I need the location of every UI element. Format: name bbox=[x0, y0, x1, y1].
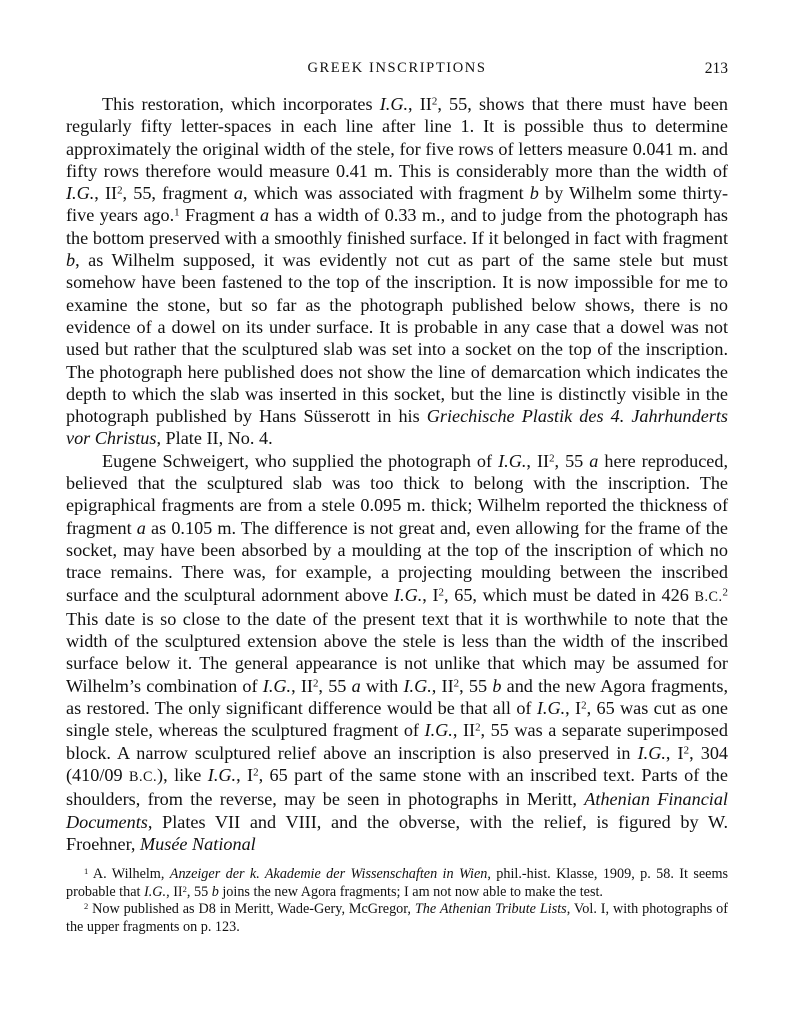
text-run: , 65, which must be dated in 426 bbox=[444, 584, 695, 605]
italic-text: I.G. bbox=[498, 450, 527, 471]
italic-text: I.G. bbox=[393, 584, 423, 605]
text-run: This restoration, which incorporates bbox=[102, 94, 380, 114]
text-run: , II bbox=[431, 675, 454, 696]
text-run: , Vol. I, with photographs of the upper fragments on p. 123. bbox=[66, 901, 728, 935]
text-run: , 304 (410/09 bbox=[66, 742, 729, 785]
italic-text: I.G. bbox=[403, 675, 432, 696]
italic-text: a bbox=[136, 517, 146, 538]
text-run: , I bbox=[565, 698, 582, 719]
italic-text: b bbox=[492, 675, 502, 696]
italic-text: a bbox=[260, 205, 270, 226]
italic-text: Musée National bbox=[140, 833, 256, 854]
footnote-marker: 2 bbox=[549, 452, 555, 465]
footnote-marker: 2 bbox=[683, 744, 690, 757]
italic-text: Griechische Plastik des 4. Jahrhunderts vor Christus bbox=[66, 406, 728, 449]
text-run: , 55 was a separate superimposed block. A narrow sculptured relief above an inscription is also preserved in bbox=[66, 720, 728, 763]
footnote-marker: 2 bbox=[182, 883, 187, 894]
text-run: Now published as D8 in Meritt, Wade-Gery, McGregor, bbox=[88, 901, 415, 918]
text-run: , 55 bbox=[318, 675, 352, 696]
text-run: , 55, fragment bbox=[122, 183, 234, 204]
italic-text: I.G. bbox=[144, 883, 167, 900]
footnote-marker: 2 bbox=[475, 721, 481, 734]
italic-text: I.G. bbox=[424, 720, 453, 741]
text-run: , 65 was cut as one single stele, whereas the sculptured fragment of bbox=[66, 698, 729, 741]
text-run: here reproduced, believed that the sculptured slab was too thick to belong with the inscription. The epigraphical fragments are from a stele 0.095 m. thick; Wilhelm reported the thickness of fragment bbox=[66, 450, 729, 538]
text-run: , 55 bbox=[459, 675, 493, 696]
italic-text: I.G. bbox=[379, 94, 409, 114]
paragraph bbox=[66, 93, 728, 450]
text-run: , 55 bbox=[554, 450, 590, 471]
text-run: , I bbox=[665, 742, 684, 763]
italic-text: a bbox=[233, 183, 243, 204]
text-run: , I bbox=[236, 764, 254, 785]
paragraph bbox=[66, 450, 728, 855]
text-run: A. Wilhelm, bbox=[88, 866, 170, 882]
footnote-marker: 2 bbox=[117, 184, 123, 197]
italic-text: a bbox=[589, 450, 599, 471]
text-run: has a width of 0.33 m., and to judge from the photograph has the bottom preserved with a smoothly finished surface. If it belonged in fact with fragment bbox=[66, 205, 728, 248]
italic-text: The Athenian Tribute Lists bbox=[414, 901, 567, 918]
text-run: with bbox=[360, 675, 404, 696]
text-run: , II bbox=[94, 183, 118, 204]
footnote-marker: 1 bbox=[84, 865, 89, 876]
italic-text: Athenian Financial Documents bbox=[66, 789, 728, 832]
text-run: , Plate II, No. 4. bbox=[156, 428, 273, 449]
text-run: , II bbox=[408, 94, 432, 114]
text-run: B.C. bbox=[694, 588, 723, 605]
footnote bbox=[66, 901, 728, 936]
text-run: , II bbox=[452, 720, 476, 741]
text-run: This date is so close to the date of the present text that it is worthwhile to note that the width of the sculptured extension above the stele is less than the width of the inscribed surface below it. The general appearance is not unlike that which may be assumed for Wilhelm’s combination of bbox=[66, 608, 728, 696]
text-run: , which was associated with fragment bbox=[242, 183, 530, 204]
footnote-marker: 2 bbox=[84, 900, 89, 911]
italic-text: I.G. bbox=[262, 675, 292, 696]
text-run: as 0.105 m. The difference is not great and, even allowing for the frame of the socket, may have been absorbed by a moulding at the top of the inscription of which no trace remains. There was, for example, a projecting moulding between the inscribed surface and the sculptural adornment above bbox=[66, 517, 728, 605]
text-run: ), like bbox=[157, 764, 208, 785]
footnote-marker: 2 bbox=[431, 95, 438, 108]
italic-text: I.G. bbox=[207, 764, 237, 785]
running-title: GREEK INSCRIPTIONS bbox=[307, 60, 487, 76]
footnotes bbox=[66, 866, 728, 936]
text-run: joins the new Agora fragments; I am not now able to make the test. bbox=[218, 883, 603, 900]
footnote bbox=[66, 866, 728, 901]
text-run: , 65 part of the same stone with an inscribed text. Parts of the shoulders, from the reverse, may be seen in photographs in Meritt, bbox=[66, 764, 728, 810]
text-run: , I bbox=[422, 584, 439, 605]
italic-text: b bbox=[66, 250, 76, 271]
page-number: 213 bbox=[704, 60, 728, 77]
footnote-marker: 2 bbox=[581, 699, 587, 712]
footnote-marker: 2 bbox=[438, 586, 444, 599]
text-run: Fragment bbox=[179, 205, 260, 226]
text-run: , II bbox=[166, 883, 183, 900]
italic-text: b bbox=[529, 183, 539, 204]
footnote-marker: 2 bbox=[312, 677, 319, 690]
footnote-marker: 1 bbox=[174, 207, 180, 220]
italic-text: b bbox=[211, 883, 219, 900]
text-run: Eugene Schweigert, who supplied the photograph of bbox=[102, 450, 499, 471]
italic-text: Anzeiger der k. Akademie der Wissenschaften in Wien bbox=[169, 866, 488, 882]
running-header bbox=[66, 60, 728, 80]
text-run: , as Wilhelm supposed, it was evidently not cut as part of the same stele but must somehow have been fastened to the top of the inscription. It is now impossible for me to examine the stone, but so far as the photograph published below shows, there is no evidence of a dowel on its under surface. It is probable in any case that a dowel was not used but rather that the sculptured slab was set into a socket on the top of the inscription. The photograph here published does not show the line of demarcation which indicates the depth to which the slab was inserted in this socket, but the line is distinctly visible in the photograph published by Hans Süsserott in his bbox=[66, 250, 728, 427]
text-run: , II bbox=[526, 450, 550, 471]
text-run: , 55, shows that there must have been regularly fifty letter-spaces in each line after line 1. It is possible thus to determine approximately the original width of the stele, for five rows of letters measure 0.041 m. and fifty rows therefore would measure 0.41 m. This is considerably more than the width of bbox=[66, 94, 728, 181]
italic-text: a bbox=[351, 675, 361, 696]
footnote-marker: 2 bbox=[253, 766, 259, 779]
text-run: B.C. bbox=[129, 768, 158, 785]
body-text bbox=[66, 93, 728, 855]
text-run: and the new Agora fragments, as restored. The only significant difference would be that all of bbox=[66, 675, 729, 719]
text-run: by Wilhelm some thirty-five years ago. bbox=[66, 183, 729, 226]
italic-text: I.G. bbox=[66, 183, 95, 204]
text-run: , phil.-hist. Klasse, 1909, p. 58. It seems probable that bbox=[66, 866, 728, 900]
italic-text: I.G. bbox=[536, 698, 566, 719]
text-run: , 55 bbox=[186, 883, 212, 900]
footnote-marker: 2 bbox=[722, 586, 728, 599]
text-run: , Plates VII and VIII, and the obverse, with the relief, is figured by W. Froehner, bbox=[66, 811, 728, 854]
footnote-marker: 2 bbox=[453, 677, 460, 690]
text-run: , II bbox=[291, 675, 313, 696]
italic-text: I.G. bbox=[637, 742, 666, 763]
